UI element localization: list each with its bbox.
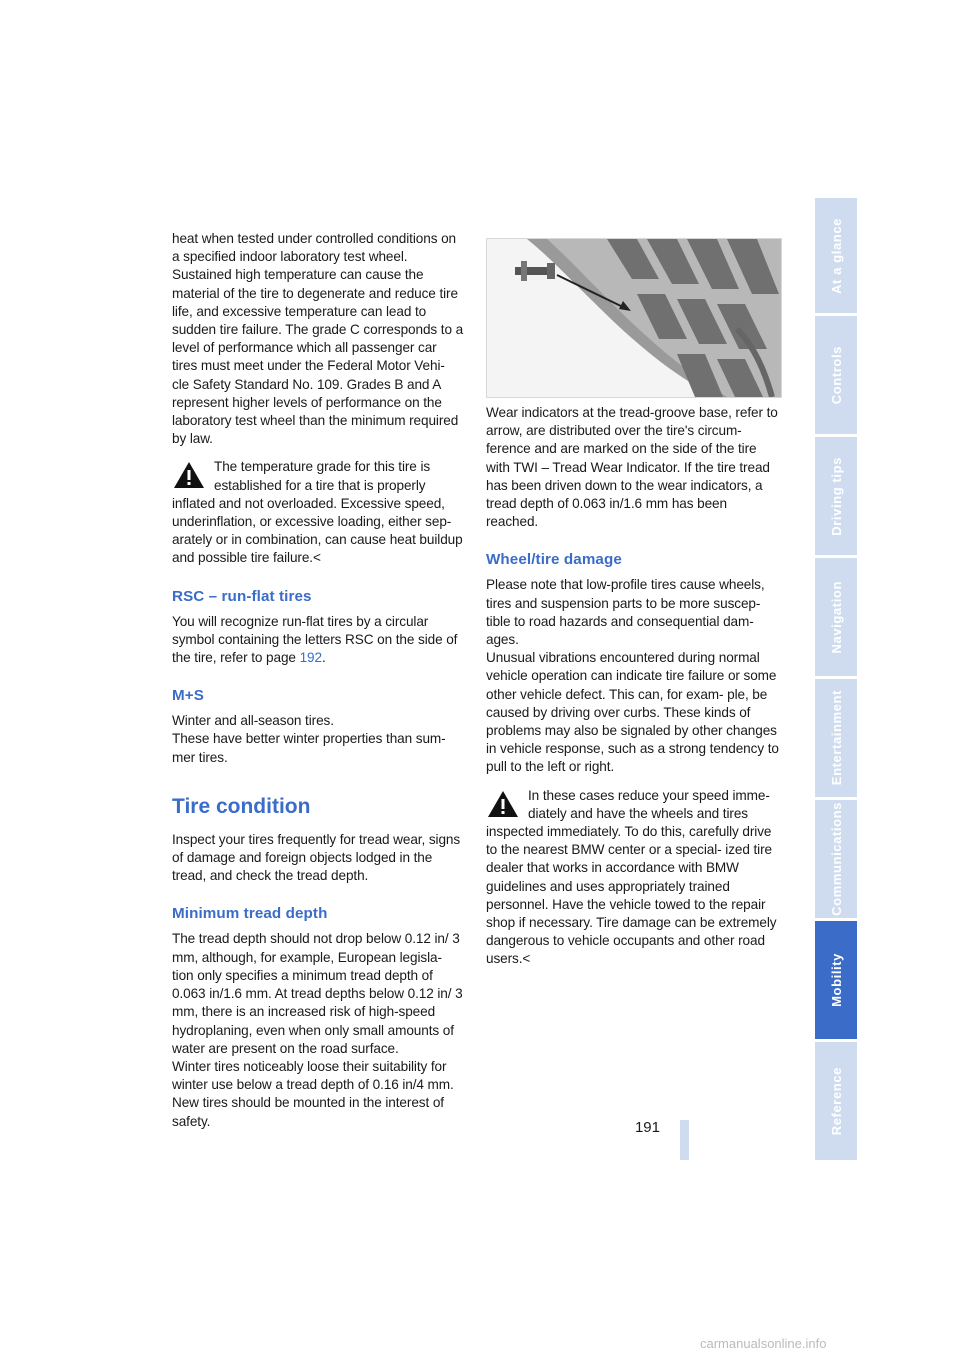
tab-label: At a glance — [828, 217, 844, 294]
warning-temperature-text: The temperature grade for this tire is established for a tire that is properly inflated and not overloaded. Excessive speed, underinflation, or excessive loading, either sep- arately or in combination, can cause heat buildup and possible tire failure.< — [172, 459, 463, 566]
tab-label: Entertainment — [828, 690, 844, 786]
tab-controls[interactable] — [815, 316, 857, 434]
warning-triangle-icon — [486, 789, 520, 819]
tab-at-a-glance[interactable] — [815, 198, 857, 313]
tab-label: Reference — [828, 1066, 844, 1136]
warning-damage — [486, 787, 780, 969]
page-number: 191 — [634, 1119, 660, 1136]
warning-temperature — [172, 458, 464, 567]
heading-rsc: RSC – run-flat tires — [172, 587, 312, 605]
watermark: carmanualsonline.info — [700, 1336, 827, 1351]
tab-driving-tips[interactable] — [815, 437, 857, 555]
paragraph-ms-2: These have better winter properties than sum- mer tires. — [172, 731, 446, 765]
heading-wheel-tire-damage: Wheel/tire damage — [486, 551, 622, 569]
warning-damage-text: In these cases reduce your speed imme- diately and have the wheels and tires inspected immediately. To do this, carefully drive to the nearest BMW center or a special- ized tire dealer that works in accordance with BMW guidelines and uses appropriately trained personnel. Have the vehicle towed to the repair shop if necessary. Tire damage can be extremely dangerous to vehicle occupants and other road users.< — [486, 787, 777, 967]
tab-label: Communications — [828, 802, 844, 916]
paragraph-min-tread-2: Winter tires noticeably loose their suitability for winter use below a tread depth of 0.16 in/4 mm. New tires should be mounted in the interest of safety. — [172, 1058, 454, 1129]
paragraph-min-tread-1: The tread depth should not drop below 0.12 in/ 3 mm, although, for example, European legisla- tion only specifies a minimum tread depth of 0.063 in/1.6 mm. At tread depths below 0.12 in/ 3 mm, there is an increased risk of high-speed hydroplaning, even when only small amounts of water are present on the road surface. — [172, 931, 463, 1056]
page-number-bar — [680, 1120, 689, 1160]
page-link-192[interactable]: 192 — [299, 650, 322, 666]
tab-entertainment[interactable] — [815, 679, 857, 797]
tire-illustration — [487, 239, 781, 397]
heading-min-tread: Minimum tread depth — [172, 905, 328, 923]
right-column — [486, 404, 780, 979]
tab-navigation[interactable] — [815, 558, 857, 676]
rsc-text: You will recognize run-flat tires by a circular symbol containing the letters RSC on the side of the tire, refer to page — [172, 613, 458, 666]
heading-tire-condition: Tire condition — [172, 794, 311, 818]
tab-label: Controls — [828, 345, 844, 405]
tab-communications[interactable] — [815, 800, 857, 918]
rsc-end: . — [321, 650, 326, 666]
tab-reference[interactable] — [815, 1042, 857, 1160]
paragraph-rsc — [172, 613, 464, 668]
paragraph-damage-1: Please note that low-profile tires cause wheels, tires and suspension parts to be more suscep- tible to road hazards and consequential dam- ages. — [486, 577, 765, 648]
paragraph-ms-1: Winter and all-season tires. — [172, 713, 334, 729]
tab-label: Driving tips — [828, 456, 844, 536]
left-column — [172, 230, 464, 1141]
heading-ms: M+S — [172, 687, 204, 705]
paragraph-wear-indicators: Wear indicators at the tread-groove base, refer to arrow, are distributed over the tire's circum- ference and are marked on the side of the tire with TWI – Tread Wear Indicator. If the tire tread has been driven down to the wear indicators, a tread depth of 0.063 in/1.6 mm has been reached. — [486, 405, 778, 530]
tire-tread-wear-figure — [486, 238, 782, 398]
paragraph-tire-condition: Inspect your tires frequently for tread wear, signs of damage and foreign objects lodged in the tread, and check the tread depth. — [172, 831, 461, 884]
paragraph-heat: heat when tested under controlled conditions on a specified indoor laboratory test wheel. Sustained high temperature can cause the material of the tire to degenerate and reduce tire life, and excessive temperature can lead to sudden tire failure. The grade C corresponds to a level of performance which all passenger car tires must meet under the Federal Motor Vehi- cle Safety Standard No. 109. Grades B and A represent higher levels of performance on the laboratory test wheel than the minimum required by law. — [172, 231, 464, 447]
tab-mobility[interactable] — [815, 921, 857, 1039]
section-tabs — [815, 198, 857, 1160]
warning-triangle-icon — [172, 460, 206, 490]
paragraph-damage-2: Unusual vibrations encountered during normal vehicle operation can indicate tire failure or some other vehicle defect. This can, for exam- ple, be caused by driving over curbs. These kinds of problems may also be signaled by other changes in vehicle response, such as a strong tendency to pull to the left or right. — [486, 650, 779, 775]
tab-label: Navigation — [828, 580, 844, 654]
tab-label: Mobility — [828, 953, 844, 1007]
